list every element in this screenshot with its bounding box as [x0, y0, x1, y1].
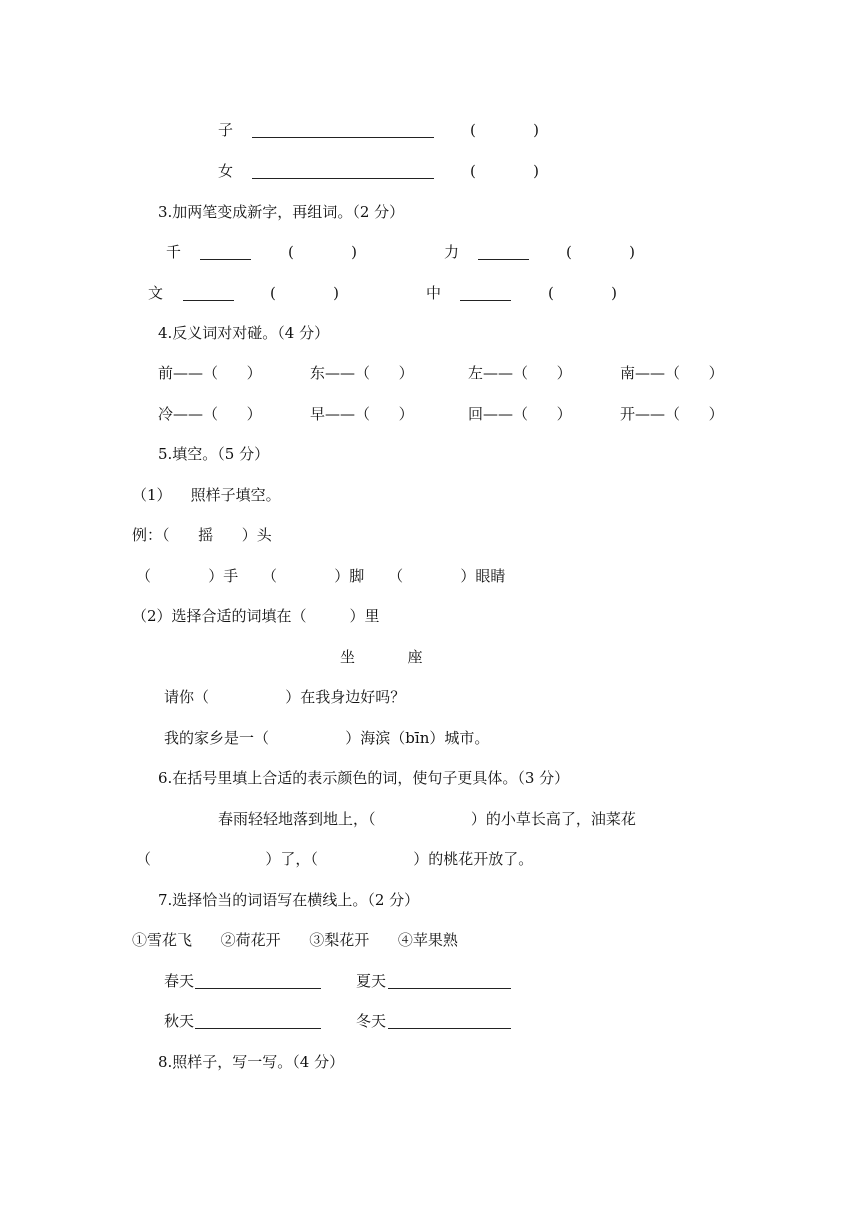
- q3-row1-blank2[interactable]: [478, 259, 529, 260]
- q7-options: ①雪花飞 ②荷花开 ③梨花开 ④苹果熟: [132, 931, 458, 949]
- q3-row1-char1: 千: [166, 243, 182, 261]
- q2-row-nv-char: 女: [218, 162, 234, 180]
- q4-pair-cold[interactable]: 冷——（ ）: [158, 405, 262, 423]
- q3-row1-paren2[interactable]: ( ): [566, 243, 635, 261]
- q2-row-zi-char: 子: [218, 121, 234, 139]
- q7-autumn-blank[interactable]: [195, 1028, 321, 1029]
- q7-spring-label: 春天: [164, 972, 195, 990]
- q4-pair-east[interactable]: 东——（ ）: [310, 364, 414, 382]
- q3-row2-char1: 文: [148, 284, 164, 302]
- q6-line1[interactable]: 春雨轻轻地落到地上，（ ）的小草长高了，油菜花: [218, 810, 636, 828]
- q3-row1-char2: 力: [444, 243, 460, 261]
- q4-pair-left[interactable]: 左——（ ）: [468, 364, 572, 382]
- q5-choices: 坐 座: [340, 648, 423, 666]
- q3-row2-char2: 中: [426, 284, 442, 302]
- q5-sentence2[interactable]: 我的家乡是一（ ）海滨（bīn）城市。: [164, 729, 490, 747]
- q4-pair-front[interactable]: 前——（ ）: [158, 364, 262, 382]
- q7-summer-label: 夏天: [356, 972, 387, 990]
- q4-pair-early[interactable]: 早——（ ）: [310, 405, 414, 423]
- q6-line2[interactable]: （ ）了，（ ）的桃花开放了。: [136, 850, 534, 868]
- q2-row-zi-blank[interactable]: [252, 137, 434, 138]
- q3-row2-blank1[interactable]: [183, 300, 234, 301]
- q2-row-nv-paren[interactable]: ( ): [470, 162, 539, 180]
- q3-row2-paren2[interactable]: ( ): [548, 284, 617, 302]
- q5-fill-body-parts[interactable]: （ ）手 （ ）脚 （ ）眼睛: [136, 567, 506, 585]
- q5-sub1: （1） 照样子填空。: [132, 486, 281, 504]
- q3-row1-blank1[interactable]: [200, 259, 251, 260]
- q6-title: 6.在括号里填上合适的表示颜色的词，使句子更具体。（3 分）: [158, 769, 570, 787]
- q3-title: 3.加两笔变成新字，再组词。（2 分）: [158, 203, 405, 221]
- q4-pair-south[interactable]: 南——（ ）: [620, 364, 724, 382]
- q7-summer-blank[interactable]: [388, 988, 511, 989]
- q4-pair-open[interactable]: 开——（ ）: [620, 405, 724, 423]
- q3-row1-paren1[interactable]: ( ): [288, 243, 357, 261]
- q7-title: 7.选择恰当的词语写在横线上。（2 分）: [158, 891, 420, 909]
- q3-row2-paren1[interactable]: ( ): [270, 284, 339, 302]
- q4-title: 4.反义词对对碰。（4 分）: [158, 324, 330, 342]
- q5-sentence1[interactable]: 请你（ ）在我身边好吗？: [164, 688, 406, 706]
- q7-winter-label: 冬天: [356, 1012, 387, 1030]
- q2-row-nv-blank[interactable]: [252, 178, 434, 179]
- q7-winter-blank[interactable]: [388, 1028, 511, 1029]
- q3-row2-blank2[interactable]: [460, 300, 511, 301]
- q7-autumn-label: 秋天: [164, 1012, 195, 1030]
- q8-title: 8.照样子，写一写。（4 分）: [158, 1053, 345, 1071]
- q2-row-zi-paren[interactable]: ( ): [470, 121, 539, 139]
- q5-example: 例：（ 摇 ）头: [132, 526, 272, 544]
- q5-sub2: （2）选择合适的词填在（ ）里: [132, 607, 380, 625]
- q4-pair-back[interactable]: 回——（ ）: [468, 405, 572, 423]
- q7-spring-blank[interactable]: [195, 988, 321, 989]
- q5-title: 5.填空。（5 分）: [158, 445, 270, 463]
